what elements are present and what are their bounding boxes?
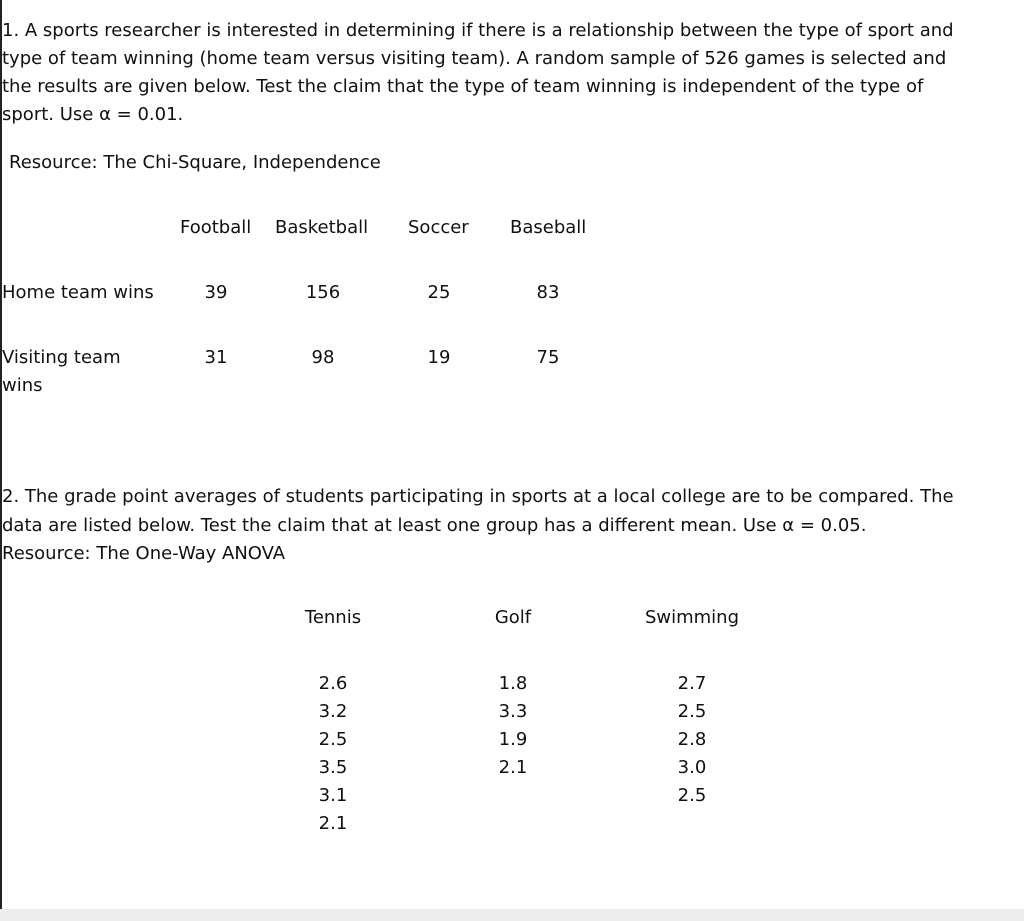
row-label-visiting-team-wins: Visiting team <box>2 347 121 368</box>
table-cell: 2.8 <box>677 729 707 750</box>
question-1-text <box>2 17 1012 129</box>
table-cell: 25 <box>427 282 451 303</box>
table-cell: 2.1 <box>498 757 528 778</box>
row-label-visiting-team-wins-cont: wins <box>2 375 43 396</box>
table-cell: 75 <box>536 347 560 368</box>
table-cell: 1.8 <box>498 673 528 694</box>
question-1-line: sport. Use α = 0.01. <box>2 104 184 125</box>
table-cell: 98 <box>311 347 335 368</box>
table-cell: 83 <box>536 282 560 303</box>
table-cell: 3.3 <box>498 701 528 722</box>
question-2-line: data are listed below. Test the claim that at least one group has a different mean. Use α = 0.05. <box>2 514 867 536</box>
question-1-line: type of team winning (home team versus visiting team). A random sample of 526 games is selected and <box>2 48 947 69</box>
table-cell: 156 <box>305 282 341 303</box>
table-header-baseball: Baseball <box>510 217 587 238</box>
table-cell: 1.9 <box>498 729 528 750</box>
table-cell: 3.5 <box>318 757 348 778</box>
table-cell: 31 <box>204 347 228 368</box>
table-header-swimming: Swimming <box>644 607 740 628</box>
table-header-tennis: Tennis <box>304 607 362 628</box>
table-cell: 3.0 <box>677 757 707 778</box>
table-cell: 2.5 <box>318 729 348 750</box>
table-header-golf: Golf <box>494 607 532 628</box>
question-1-resource: Resource: The Chi-Square, Independence <box>9 152 381 173</box>
question-1-line: 1. A sports researcher is interested in determining if there is a relationship between the type of sport and <box>2 20 954 41</box>
table-cell: 2.1 <box>318 813 348 834</box>
question-2-line: 2. The grade point averages of students participating in sports at a local college are to be compared. The <box>2 486 954 507</box>
table-cell: 3.1 <box>318 785 348 806</box>
table-cell: 3.2 <box>318 701 348 722</box>
question-2-line: Resource: The One-Way ANOVA <box>2 543 286 564</box>
question-2-text <box>2 483 1012 569</box>
table-cell: 2.5 <box>677 701 707 722</box>
question-1-line: the results are given below. Test the claim that the type of team winning is independent of the type of <box>2 76 924 97</box>
table-cell: 19 <box>427 347 451 368</box>
table-header-soccer: Soccer <box>408 217 469 238</box>
table-cell: 2.5 <box>677 785 707 806</box>
table-cell: 2.7 <box>677 673 707 694</box>
bottom-bar <box>0 909 1024 921</box>
table-cell: 39 <box>204 282 228 303</box>
row-label-home-team-wins: Home team wins <box>2 282 154 303</box>
table-header-basketball: Basketball <box>275 217 369 238</box>
table-header-football: Football <box>180 217 252 238</box>
table-cell: 2.6 <box>318 673 348 694</box>
